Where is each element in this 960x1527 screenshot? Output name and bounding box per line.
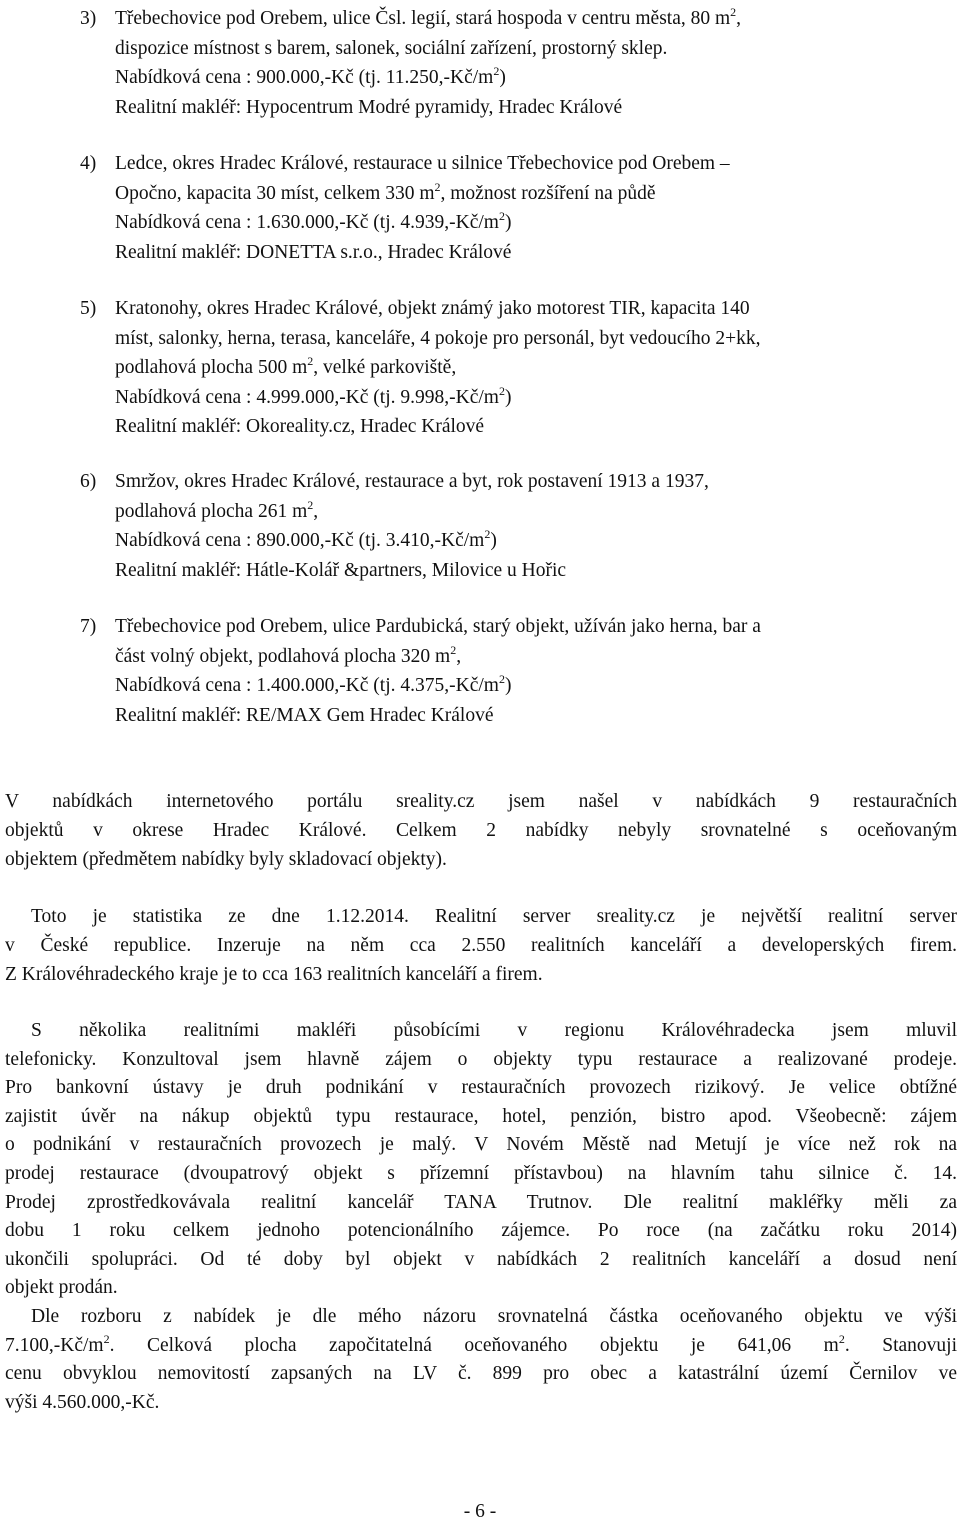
- text-span: Realitní makléř: Hátle-Kolář &partners, Milovice u Hořic: [115, 559, 567, 581]
- text-line: [5, 1017, 957, 1046]
- text-line: [5, 1189, 957, 1218]
- text-span: Nabídková cena : 900.000,-Kč (tj. 11.250,-Kč/m: [115, 67, 494, 88]
- superscript: 2: [307, 497, 314, 512]
- text-span: V nabídkách internetového portálu sreality.cz jsem našel v nabídkách 9 restauračních: [5, 791, 957, 812]
- text-span: Opočno, kapacita 30 míst, celkem 330 m: [115, 182, 435, 204]
- text-span: . Stanovuji: [844, 1334, 957, 1356]
- text-line: [115, 294, 960, 324]
- text-line: [115, 526, 960, 556]
- superscript: 2: [838, 1331, 845, 1346]
- text-span: cenu obvyklou nemovitostí zapsaných na LV č. 899 pro obec a katastrální území Černilov ve: [5, 1363, 957, 1385]
- text-line: [115, 612, 960, 642]
- text-span: ): [490, 530, 497, 551]
- text-line: [5, 1074, 957, 1103]
- text-span: Realitní makléř: RE/MAX Gem Hradec Králové: [115, 704, 494, 726]
- text-line: [5, 1103, 957, 1132]
- superscript: 2: [307, 354, 314, 368]
- text-span: míst, salonky, herna, terasa, kanceláře, 4 pokoje pro personál, byt vedoucího 2+kk,: [115, 327, 761, 349]
- item-number: 3): [80, 8, 97, 29]
- superscript: 2: [493, 64, 500, 78]
- text-line: [5, 902, 957, 931]
- text-span: ): [504, 675, 512, 696]
- text-span: Smržov, okres Hradec Králové, restaurace a byt, rok postavení 1913 a 1937,: [115, 471, 709, 492]
- superscript: 2: [450, 642, 457, 657]
- text-line: [115, 4, 960, 34]
- paragraph: [5, 787, 957, 874]
- superscript: 2: [103, 1331, 110, 1346]
- text-line: [5, 1274, 957, 1303]
- text-span: ukončili spolupráci. Od té doby byl objekt v nabídkách 2 realitních kanceláří a dosud není: [5, 1248, 957, 1270]
- text-line: [5, 787, 957, 816]
- text-span: Pro bankovní ústavy je druh podnikání v restauračních provozech rizikový. Je velice obtížné: [5, 1077, 957, 1099]
- text-span: o podnikání v restauračních provozech je malý. V Novém Městě nad Metují je více než rok na: [5, 1134, 957, 1156]
- text-span: Kratonohy, okres Hradec Králové, objekt známý jako motorest TIR, kapacita 140: [115, 298, 750, 319]
- text-line: [115, 671, 960, 701]
- superscript: 2: [498, 209, 505, 223]
- text-line: [5, 1303, 957, 1332]
- text-line: [115, 179, 960, 209]
- text-line: [5, 1217, 957, 1246]
- text-span: ): [504, 386, 512, 408]
- text-line: [115, 93, 960, 123]
- text-line: [115, 497, 960, 527]
- text-span: podlahová plocha 500 m: [115, 357, 308, 378]
- text-span: zajistit úvěr na nákup objektů typu restaurace, hotel, penzión, bistro apod. Všeobecně: zájem: [5, 1105, 957, 1127]
- text-line: [5, 1246, 957, 1275]
- text-span: dobu 1 roku celkem jednoho potencionálního zájemce. Po roce (na začátku roku 2014): [5, 1220, 957, 1242]
- text-span: ,: [313, 500, 319, 522]
- text-span: objektem (předmětem nabídky byly skladovací objekty).: [5, 849, 447, 870]
- superscript: 2: [434, 179, 441, 194]
- text-line: [115, 701, 960, 731]
- text-line: [5, 845, 957, 874]
- text-span: , možnost rozšíření na půdě: [440, 182, 656, 204]
- item-number: 6): [80, 471, 97, 492]
- text-span: Nabídková cena : 1.400.000,-Kč (tj. 4.375,-Kč/m: [115, 675, 499, 696]
- text-span: , velké parkoviště,: [313, 357, 457, 378]
- item-text: [115, 4, 960, 122]
- text-span: 7.100,-Kč/m: [5, 1334, 104, 1356]
- item-text: [115, 612, 960, 730]
- item-number: 4): [80, 153, 97, 174]
- text-span: Nabídková cena : 890.000,-Kč (tj. 3.410,-Kč/m: [115, 530, 485, 551]
- text-line: [115, 642, 960, 672]
- item-text: [115, 294, 960, 442]
- text-span: S několika realitními makléři působícími v regionu Královéhradecka jsem mluvil: [31, 1020, 957, 1041]
- text-span: Ledce, okres Hradec Králové, restaurace u silnice Třebechovice pod Orebem –: [115, 153, 730, 174]
- text-line: [115, 63, 960, 93]
- text-line: [115, 353, 960, 383]
- text-line: [115, 412, 960, 442]
- text-span: Třebechovice pod Orebem, ulice Pardubická, starý objekt, užíván jako herna, bar a: [115, 616, 761, 637]
- text-line: [5, 1360, 957, 1389]
- text-span: Prodej zprostředkovávala realitní kancelář TANA Trutnov. Dle realitní makléřky měli za: [5, 1191, 957, 1213]
- text-span: ,: [456, 645, 462, 667]
- text-span: Nabídková cena : 1.630.000,-Kč (tj. 4.939,-Kč/m: [115, 212, 499, 233]
- text-line: [115, 556, 960, 586]
- superscript: 2: [730, 5, 737, 19]
- text-span: část volný objekt, podlahová plocha 320 m: [115, 645, 451, 667]
- text-line: [5, 960, 957, 989]
- text-line: [5, 1131, 957, 1160]
- text-span: telefonicky. Konzultoval jsem hlavně zájem o objekty typu restaurace a realizované prodeje.: [5, 1048, 957, 1070]
- text-line: [5, 816, 957, 845]
- item-text: [115, 149, 960, 267]
- text-line: [115, 34, 960, 64]
- paragraph: [5, 902, 957, 989]
- text-span: ): [504, 212, 512, 233]
- text-span: . Celková plocha započitatelná oceňovaného objektu je 641,06 m: [109, 1334, 839, 1356]
- text-span: v České republice. Inzeruje na něm cca 2.550 realitních kanceláří a developerských firem.: [5, 935, 957, 956]
- superscript: 2: [498, 672, 505, 686]
- page-number: - 6 -: [463, 1501, 497, 1522]
- text-line: [115, 149, 960, 179]
- text-span: Toto je statistika ze dne 1.12.2014. Realitní server sreality.cz je největší realitní server: [31, 906, 957, 927]
- text-line: [5, 1046, 957, 1075]
- text-line: [5, 1332, 957, 1361]
- text-line: [115, 467, 960, 497]
- text-span: Realitní makléř: Okoreality.cz, Hradec Králové: [115, 416, 485, 437]
- paragraph: [5, 1017, 957, 1417]
- text-span: Nabídková cena : 4.999.000,-Kč (tj. 9.998,-Kč/m: [115, 386, 499, 408]
- text-span: Realitní makléř: DONETTA s.r.o., Hradec Králové: [115, 241, 512, 263]
- text-span: objekt prodán.: [5, 1277, 118, 1299]
- text-span: Dle rozboru z nabídek je dle mého názoru srovnatelná částka oceňovaného objektu ve výši: [31, 1305, 957, 1327]
- text-line: [115, 208, 960, 238]
- text-line: [5, 1389, 957, 1418]
- text-span: prodej restaurace (dvoupatrový objekt s přízemní přístavbou) na hlavním tahu silnice č. 14.: [5, 1162, 957, 1184]
- superscript: 2: [498, 383, 505, 398]
- text-line: [115, 324, 960, 354]
- item-number: 5): [80, 298, 97, 319]
- text-span: dispozice místnost s barem, salonek, sociální zařízení, prostorný sklep.: [115, 37, 668, 59]
- text-span: Třebechovice pod Orebem, ulice Čsl. legií, stará hospoda v centru města, 80 m: [115, 8, 731, 29]
- text-span: objektů v okrese Hradec Králové. Celkem 2 nabídky nebyly srovnatelné s oceňovaným: [5, 820, 957, 841]
- text-span: Z Královéhradeckého kraje je to cca 163 realitních kanceláří a firem.: [5, 964, 543, 985]
- text-line: [5, 931, 957, 960]
- text-span: ,: [736, 8, 742, 29]
- text-span: výši 4.560.000,-Kč.: [5, 1391, 160, 1413]
- superscript: 2: [484, 527, 491, 541]
- text-span: Realitní makléř: Hypocentrum Modré pyramidy, Hradec Králové: [115, 96, 623, 118]
- item-text: [115, 467, 960, 585]
- text-line: [115, 238, 960, 268]
- text-span: ): [499, 67, 506, 88]
- text-line: [5, 1160, 957, 1189]
- text-line: [115, 383, 960, 413]
- text-span: podlahová plocha 261 m: [115, 500, 308, 522]
- item-number: 7): [80, 616, 97, 637]
